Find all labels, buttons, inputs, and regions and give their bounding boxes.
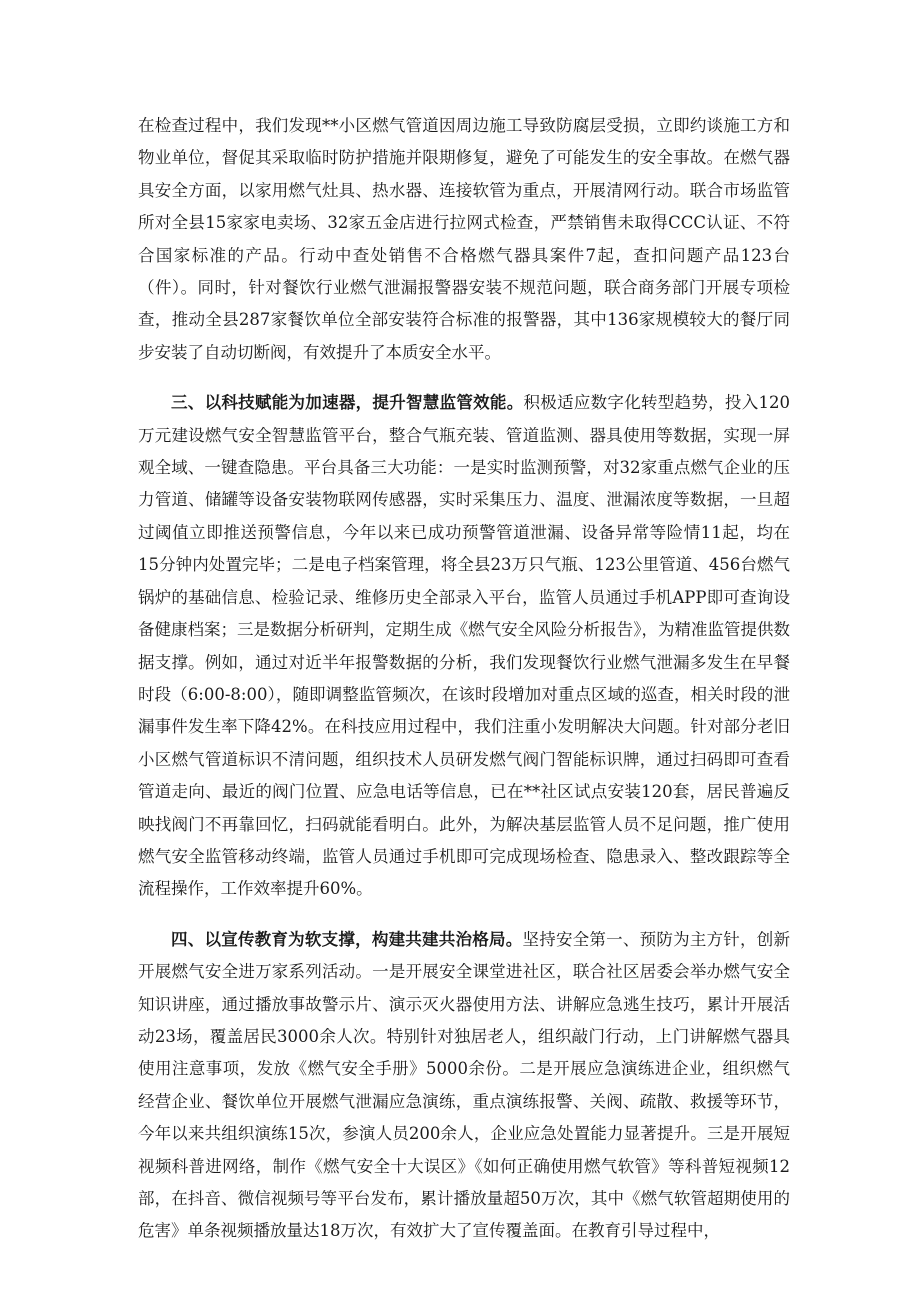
document-body [138, 110, 790, 1248]
paragraph-section-3 [138, 387, 790, 906]
paragraph-section-4 [138, 924, 790, 1248]
paragraph-inspection [138, 110, 790, 369]
section-4-heading: 四、以宣传教育为软支撑，构建共建共治格局。 [171, 929, 523, 949]
paragraph-text: 在检查过程中，我们发现**小区燃气管道因周边施工导致防腐层受损，立即约谈施工方和物业单位，督促其采取临时防护措施并限期修复，避免了可能发生的安全事故。在燃气器具安全方面，以家用燃气灶具、热水器、连接软管为重点，开展清网行动。联合市场监管所对全县15家家电卖场、32家五金店进行拉网式检查，严禁销售未取得CCC认证、不符合国家标准的产品。行动中查处销售不合格燃气器具案件7起，查扣问题产品123台（件）。同时，针对餐饮行业燃气泄漏报警器安装不规范问题，联合商务部门开展专项检查，推动全县287家餐饮单位全部安装符合标准的报警器，其中136家规模较大的餐厅同步安装了自动切断阀，有效提升了本质安全水平。 [138, 116, 790, 362]
paragraph-text: 积极适应数字化转型趋势，投入120万元建设燃气安全智慧监管平台，整合气瓶充装、管道监测、器具使用等数据，实现一屏观全域、一键查隐患。平台具备三大功能：一是实时监测预警，对32家重点燃气企业的压力管道、储罐等设备安装物联网传感器，实时采集压力、温度、泄漏浓度等数据，一旦超过阈值立即推送预警信息，今年以来已成功预警管道泄漏、设备异常等险情11起，均在15分钟内处置完毕；二是电子档案管理，将全县23万只气瓶、123公里管道、456台燃气锅炉的基础信息、检验记录、维修历史全部录入平台，监管人员通过手机APP即可查询设备健康档案；三是数据分析研判，定期生成《燃气安全风险分析报告》，为精准监管提供数据支撑。例如，通过对近半年报警数据的分析，我们发现餐饮行业燃气泄漏多发生在早餐时段（6:00-8:00），随即调整监管频次，在该时段增加对重点区域的巡查，相关时段的泄漏事件发生率下降42%。在科技应用过程中，我们注重小发明解决大问题。针对部分老旧小区燃气管道标识不清问题，组织技术人员研发燃气阀门智能标识牌，通过扫码即可查看管道走向、最近的阀门位置、应急电话等信息，已在**社区试点安装120套，居民普遍反映找阀门不再靠回忆，扫码就能看明白。此外，为解决基层监管人员不足问题，推广使用燃气安全监管移动终端，监管人员通过手机即可完成现场检查、隐患录入、整改跟踪等全流程操作，工作效率提升60%。 [138, 393, 790, 899]
section-3-heading: 三、以科技赋能为加速器，提升智慧监管效能。 [171, 393, 524, 413]
paragraph-text: 坚持安全第一、预防为主方针，创新开展燃气安全进万家系列活动。一是开展安全课堂进社区，联合社区居委会举办燃气安全知识讲座，通过播放事故警示片、演示灭火器使用方法、讲解应急逃生技巧，累计开展活动23场，覆盖居民3000余人次。特别针对独居老人，组织敲门行动，上门讲解燃气器具使用注意事项，发放《燃气安全手册》5000余份。二是开展应急演练进企业，组织燃气经营企业、餐饮单位开展燃气泄漏应急演练，重点演练报警、关阀、疏散、救援等环节，今年以来共组织演练15次，参演人员200余人，企业应急处置能力显著提升。三是开展短视频科普进网络，制作《燃气安全十大误区》《如何正确使用燃气软管》等科普短视频12部，在抖音、微信视频号等平台发布，累计播放量超50万次，其中《燃气软管超期使用的危害》单条视频播放量达18万次，有效扩大了宣传覆盖面。在教育引导过程中， [138, 929, 791, 1241]
